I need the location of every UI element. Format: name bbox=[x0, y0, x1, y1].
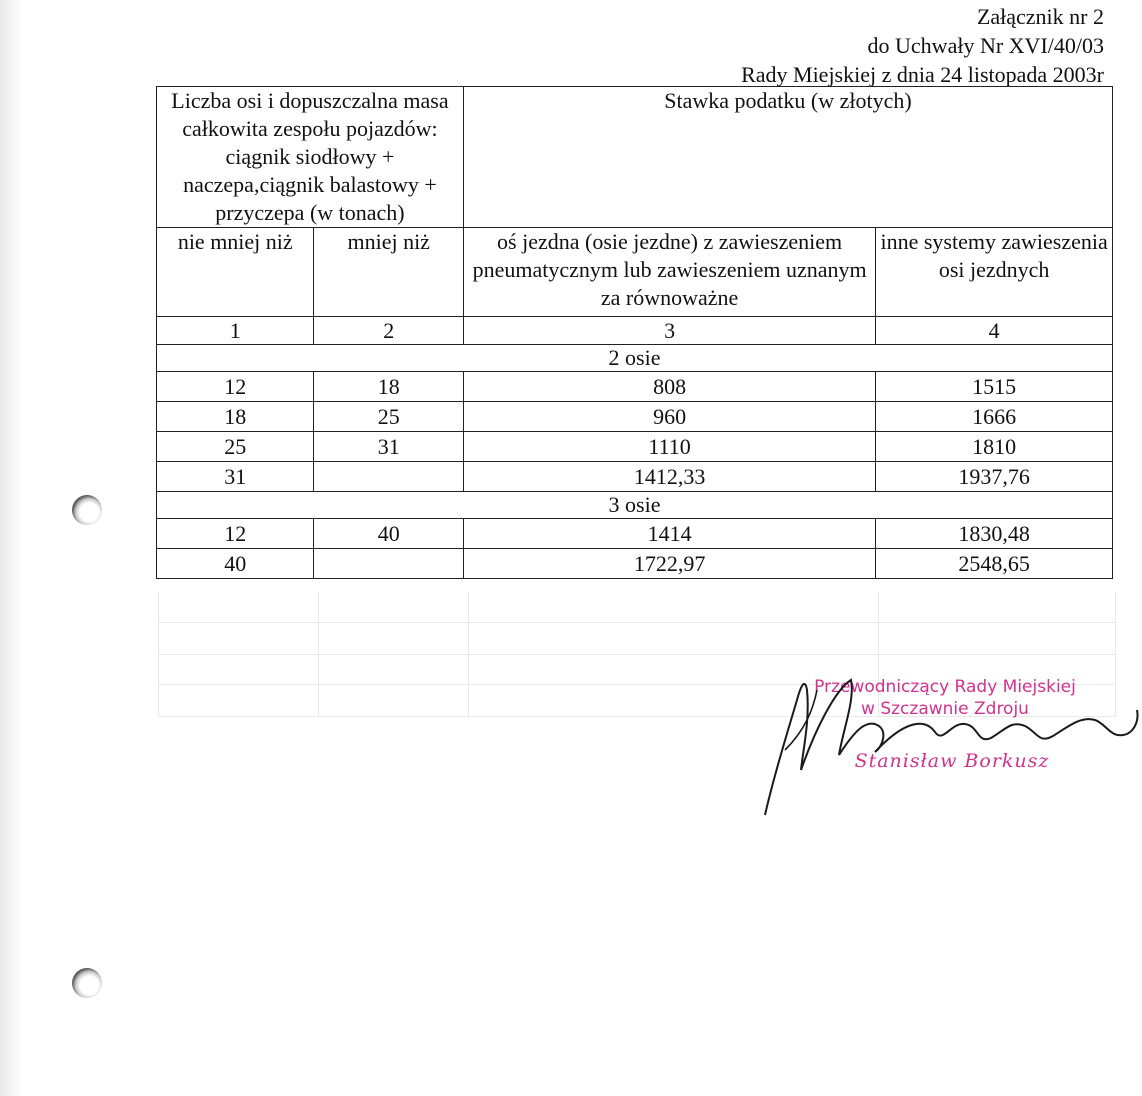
cell-min: 18 bbox=[157, 402, 314, 432]
column-number: 3 bbox=[463, 317, 875, 345]
cell-other: 1810 bbox=[876, 432, 1113, 462]
cell-pneumatic: 960 bbox=[463, 402, 875, 432]
table-row bbox=[157, 432, 1113, 462]
pneumatic-column-header: oś jezdna (osie jezdne) z zawieszeniem pneumatycznym lub zawieszeniem uznanym za równoważne bbox=[463, 228, 875, 317]
page-edge-shadow bbox=[0, 0, 22, 1096]
cell-max: 25 bbox=[314, 402, 463, 432]
stamp-location: w Szczawnie Zdroju bbox=[861, 699, 1029, 719]
group-label: 3 osie bbox=[157, 492, 1113, 519]
document-header bbox=[741, 2, 1104, 89]
cell-min: 12 bbox=[157, 519, 314, 549]
resolution-number: do Uchwały Nr XVI/40/03 bbox=[867, 33, 1104, 58]
column-number: 2 bbox=[314, 317, 463, 345]
cell-min: 40 bbox=[157, 549, 314, 579]
signature-stroke bbox=[765, 680, 883, 815]
cell-pneumatic: 1110 bbox=[463, 432, 875, 462]
signature-stroke bbox=[875, 710, 1138, 752]
attachment-number: Załącznik nr 2 bbox=[976, 4, 1104, 29]
tax-rate-table bbox=[156, 86, 1113, 579]
group-row-3-axes bbox=[157, 492, 1113, 519]
stamp-title: Przewodniczący Rady Miejskiej bbox=[814, 677, 1076, 697]
table-row bbox=[157, 402, 1113, 432]
cell-pneumatic: 1412,33 bbox=[463, 462, 875, 492]
cell-other: 1666 bbox=[876, 402, 1113, 432]
punch-hole-bottom bbox=[72, 968, 102, 998]
cell-other: 1515 bbox=[876, 372, 1113, 402]
table-row bbox=[157, 519, 1113, 549]
table-subheader-row bbox=[157, 228, 1113, 317]
cell-pneumatic: 1414 bbox=[463, 519, 875, 549]
stamp-name: Stanisław Borkusz bbox=[854, 750, 1050, 772]
table-row bbox=[157, 549, 1113, 579]
handwritten-signature bbox=[755, 660, 1142, 820]
column-number: 1 bbox=[157, 317, 314, 345]
axes-mass-header: Liczba osi i dopuszczalna masa całkowita zespołu pojazdów: ciągnik siodłowy + naczepa,ciągnik balastowy + przyczepa (w tonach) bbox=[157, 87, 464, 228]
cell-other: 1830,48 bbox=[876, 519, 1113, 549]
cell-other: 2548,65 bbox=[876, 549, 1113, 579]
cell-pneumatic: 1722,97 bbox=[463, 549, 875, 579]
tax-rate-header: Stawka podatku (w złotych) bbox=[463, 87, 1112, 228]
cell-max: 40 bbox=[314, 519, 463, 549]
cell-pneumatic: 808 bbox=[463, 372, 875, 402]
table-row bbox=[157, 372, 1113, 402]
cell-other: 1937,76 bbox=[876, 462, 1113, 492]
table-header-row bbox=[157, 87, 1113, 228]
other-systems-column-header: inne systemy zawieszenia osi jezdnych bbox=[876, 228, 1113, 317]
table-row bbox=[157, 462, 1113, 492]
cell-max bbox=[314, 549, 463, 579]
group-row-2-axes bbox=[157, 345, 1113, 372]
cell-min: 25 bbox=[157, 432, 314, 462]
min-column-header: nie mniej niż bbox=[157, 228, 314, 317]
column-number-row bbox=[157, 317, 1113, 345]
cell-min: 12 bbox=[157, 372, 314, 402]
cell-max: 18 bbox=[314, 372, 463, 402]
cell-max: 31 bbox=[314, 432, 463, 462]
column-number: 4 bbox=[876, 317, 1113, 345]
group-label: 2 osie bbox=[157, 345, 1113, 372]
punch-hole-top bbox=[72, 495, 102, 525]
council-date: Rady Miejskiej z dnia 24 listopada 2003r bbox=[741, 62, 1104, 87]
cell-min: 31 bbox=[157, 462, 314, 492]
max-column-header: mniej niż bbox=[314, 228, 463, 317]
cell-max bbox=[314, 462, 463, 492]
